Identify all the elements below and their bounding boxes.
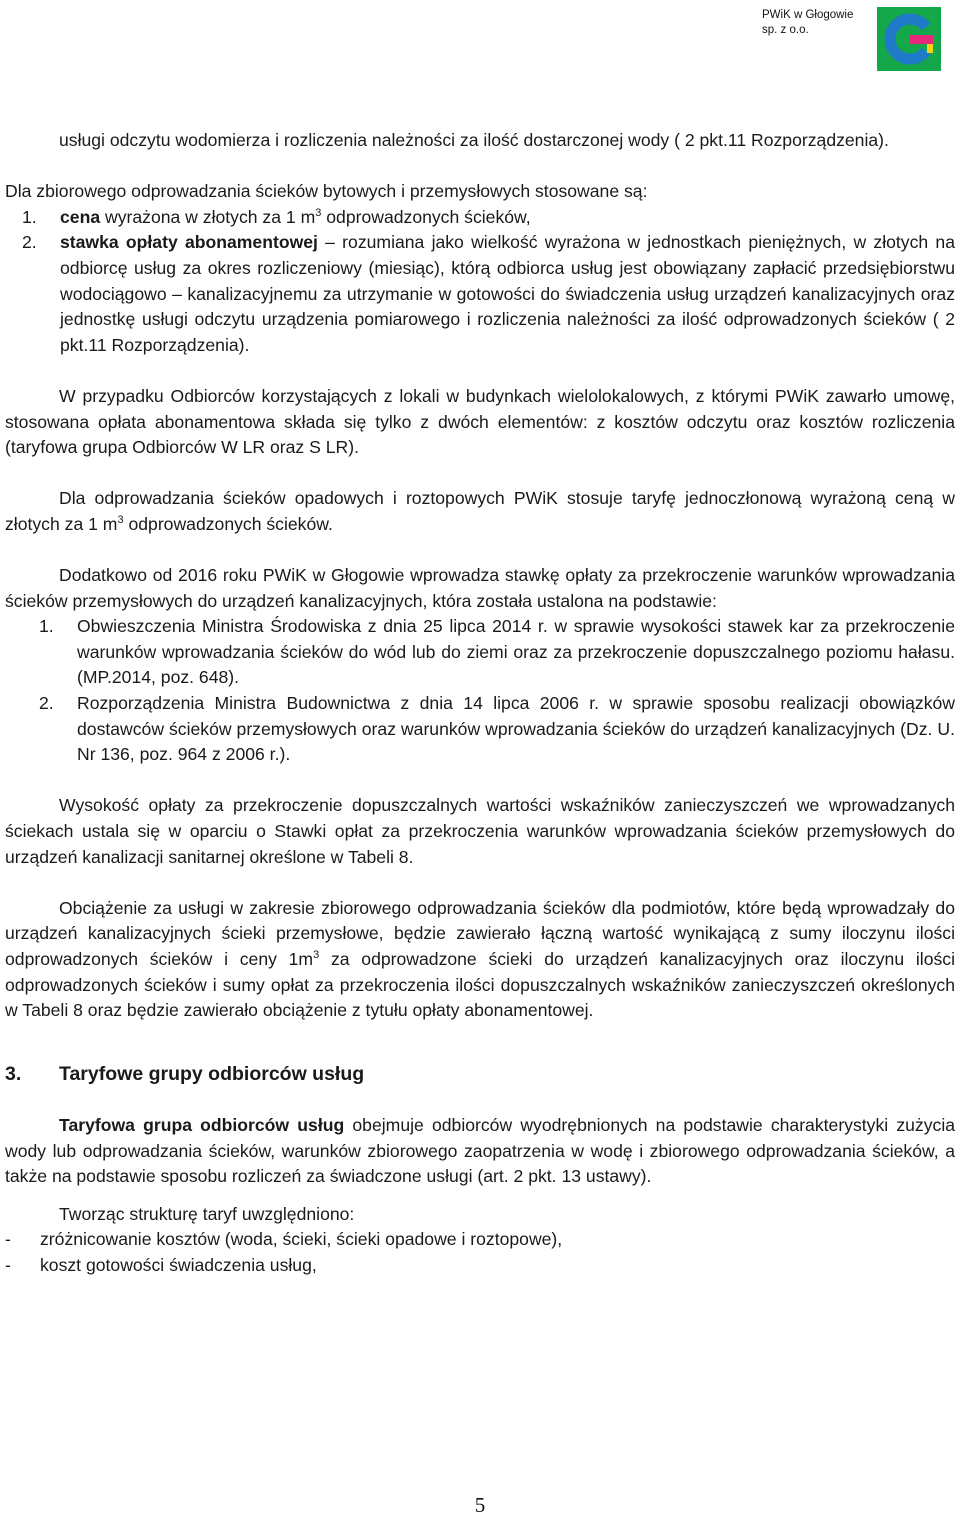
company-name-line1: PWiK w Głogowie bbox=[762, 9, 854, 21]
section-heading bbox=[5, 1062, 955, 1088]
section-number: 3. bbox=[5, 1062, 22, 1085]
paragraph-text: Obciążenie za usługi w zakresie zbiorowego odprowadzania ścieków dla podmiotów, które będą wprowadzały do urządzeń kanalizacyjnych ścieki przemysłowe, będzie zawierało łączną wartość wynikającą z sumy iloczynu ilości odprowadzonych ścieków i ceny 1m bbox=[5, 897, 955, 969]
superscript: 3 bbox=[117, 514, 124, 527]
page-number: 5 bbox=[474, 1493, 486, 1517]
list-item-bullet: - bbox=[5, 1254, 11, 1275]
list-item-bullet: - bbox=[5, 1229, 11, 1250]
list-item bbox=[5, 1253, 955, 1279]
paragraph-text: za odprowadzone ścieki do urządzeń kanalizacyjnych oraz iloczynu ilości odprowadzonych ścieków i sumy opłat za przekroczenia ilości dopuszczalnych wskaźników zanieczyszczeń określonych w Tabeli 8 oraz będzie zawierało obciążenie z tytułu opłaty abonamentowej. bbox=[5, 949, 955, 1021]
paragraph-sewage-intro: Dla zbiorowego odprowadzania ścieków bytowych i przemysłowych stosowane są: bbox=[5, 181, 648, 202]
list-item bbox=[5, 230, 955, 358]
page-header bbox=[0, 0, 960, 80]
list-item-text: Rozporządzenia Ministra Budownictwa z dnia 14 lipca 2006 r. w sprawie sposobu realizacji obowiązków dostawców ścieków przemysłowych oraz warunków wprowadzania ścieków do urządzeń kanalizacyjnych (Dz. U. Nr 136, poz. 964 z 2006 r.). bbox=[77, 693, 955, 765]
paragraph-abonament-continuation: usługi odczytu wodomierza i rozliczenia należności za ilość dostarczonej wody ( 2 pkt.11 Rozporządzenia). bbox=[59, 130, 889, 150]
superscript: 3 bbox=[315, 206, 322, 219]
legal-basis-list bbox=[5, 614, 955, 768]
paragraph-structure-intro: Tworząc strukturę taryf uwzględniono: bbox=[59, 1203, 355, 1224]
list-item-number: 2. bbox=[39, 693, 54, 714]
list-item-number: 1. bbox=[39, 616, 54, 637]
paragraph-tariff-group-definition bbox=[5, 1113, 955, 1190]
paragraph-rainwater bbox=[5, 486, 955, 537]
structure-factors-list bbox=[5, 1227, 955, 1278]
list-item bbox=[5, 205, 955, 231]
list-item bbox=[5, 691, 955, 768]
list-item bbox=[5, 614, 955, 691]
paragraph-additional-fee: Dodatkowo od 2016 roku PWiK w Głogowie wprowadza stawkę opłaty za przekroczenie warunków wprowadzania ścieków przemysłowych do urządzeń kanalizacyjnych, która została ustalona na podstawie: bbox=[5, 565, 955, 611]
list-item-text: wyrażona w złotych za 1 m bbox=[100, 206, 316, 227]
paragraph-text: odprowadzonych ścieków. bbox=[123, 513, 333, 534]
list-item-text: – rozumiana jako wielkość wyrażona w jednostkach pieniężnych, w złotych na odbiorcę usług za okres rozliczeniowy (miesiąc), którą odbiorca usług jest obowiązany zapłacić przedsiębiorstwu wodociągowo – kanalizacyjnemu za utrzymanie w gotowości do świadczenia usług urządzeń kanalizacyjnych oraz jednostkę usługi odczytu urządzenia pomiarowego i rozliczenia należności za ilość odprowadzonych ścieków ( 2 pkt.11 Rozporządzenia). bbox=[60, 232, 955, 355]
document-body bbox=[5, 128, 955, 1279]
list-item-text: koszt gotowości świadczenia usług, bbox=[40, 1254, 317, 1275]
company-name-line2: sp. z o.o. bbox=[762, 24, 809, 36]
superscript: 3 bbox=[313, 949, 320, 962]
paragraph-multi-unit-buildings: W przypadku Odbiorców korzystających z lokali w budynkach wielolokalowych, z którymi PWiK zawarło umowę, stosowana opłata abonamentowa składa się tylko z dwóch elementów: z kosztów odczytu oraz kosztów rozliczenia (taryfowa grupa Odbiorców W LR oraz S LR). bbox=[5, 385, 955, 458]
section-title: Taryfowe grupy odbiorców usług bbox=[59, 1062, 365, 1085]
list-item-term: stawka opłaty abonamentowej bbox=[60, 232, 318, 253]
list-item-text: Obwieszczenia Ministra Środowiska z dnia 25 lipca 2014 r. w sprawie wysokości stawek kar za przekroczenie warunków wprowadzania ścieków do wód lub do ziemi oraz za przekroczenie dopuszczalnego poziomu hałasu. (MP.2014, poz. 648). bbox=[77, 616, 955, 688]
list-item-term: cena bbox=[60, 206, 101, 227]
pwik-logo-icon bbox=[877, 7, 941, 71]
list-item-number: 2. bbox=[22, 232, 37, 253]
paragraph-text: Dla odprowadzania ścieków opadowych i roztopowych PWiK stosuje taryfę jednoczłonową wyrażoną ceną w złotych za 1 m bbox=[5, 488, 955, 534]
paragraph-industrial-charge bbox=[5, 896, 955, 1024]
paragraph-text: obejmuje odbiorców wyodrębnionych na podstawie charakterystyki zużycia wody lub odprowadzania ścieków, warunków zbiorowego zaopatrzenia w wodę i zbiorowego odprowadzania ścieków, a także na podstawie sposobu rozliczeń za świadczone usługi (art. 2 pkt. 13 ustawy). bbox=[5, 1114, 956, 1187]
company-name bbox=[762, 8, 874, 38]
sewage-charges-list bbox=[5, 205, 955, 359]
paragraph-exceedance-fee: Wysokość opłaty za przekroczenie dopuszczalnych wartości wskaźników zanieczyszczeń we wprowadzanych ściekach ustala się w oparciu o Stawki opłat za przekroczenia warunków wprowadzania ścieków przemysłowych do urządzeń kanalizacji sanitarnej określone w Tabeli 8. bbox=[5, 795, 955, 867]
defined-term: Taryfowa grupa odbiorców usług bbox=[59, 1114, 345, 1135]
list-item bbox=[5, 1227, 955, 1253]
list-item-number: 1. bbox=[22, 206, 37, 227]
list-item-text: odprowadzonych ścieków, bbox=[321, 206, 531, 227]
list-item-text: zróżnicowanie kosztów (woda, ścieki, ścieki opadowe i roztopowe), bbox=[40, 1229, 563, 1250]
